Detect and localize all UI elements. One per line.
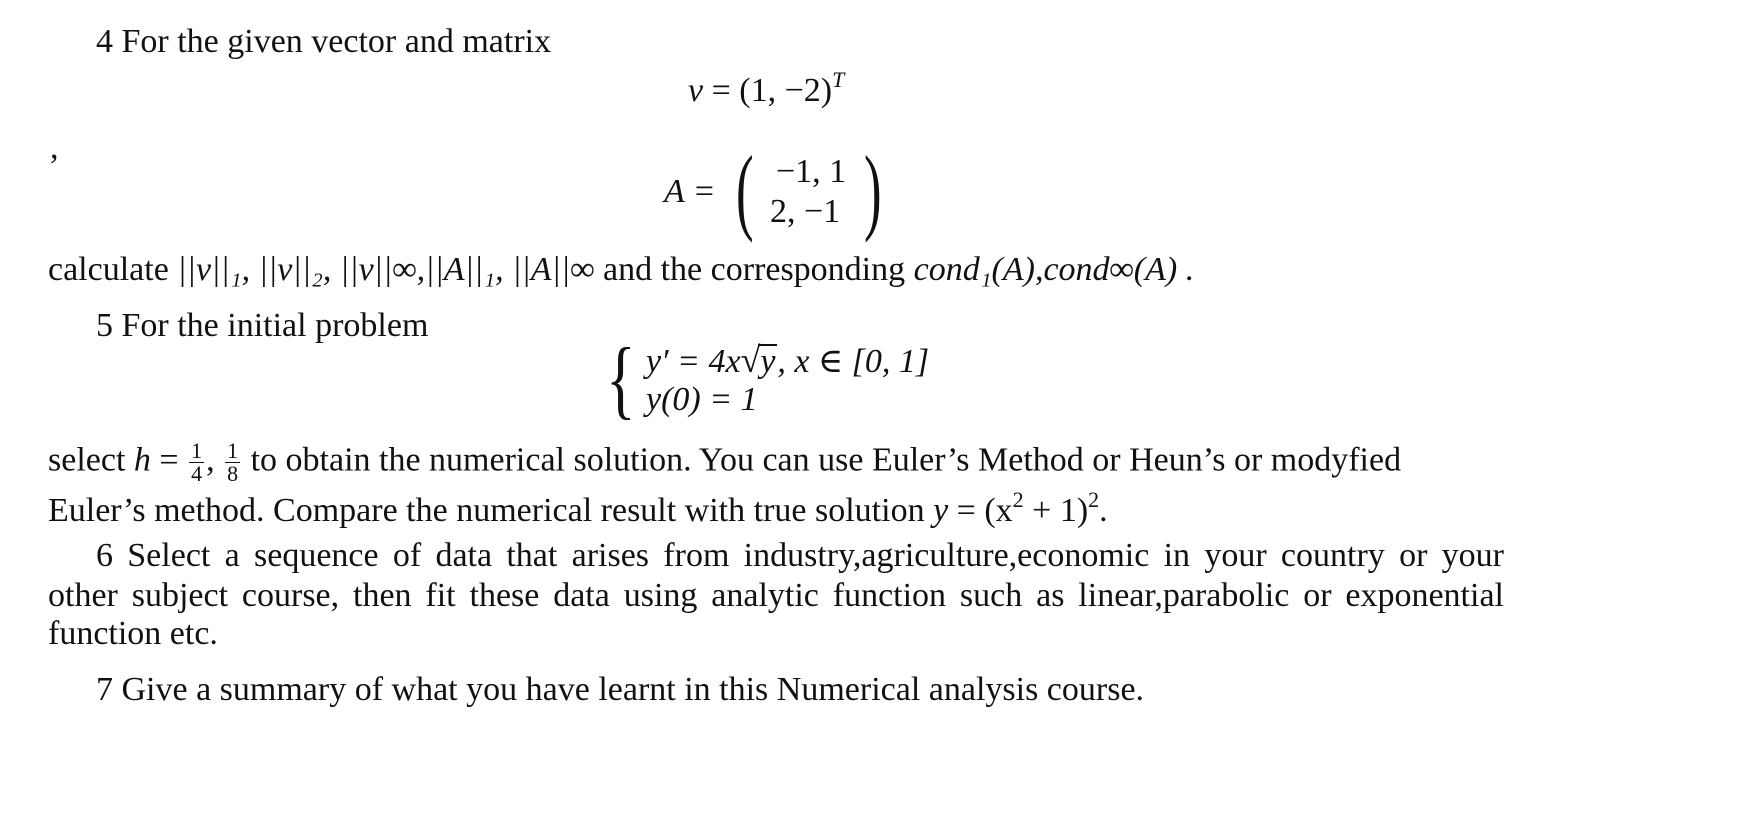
cond-expression: cond₁(A),cond∞(A) . — [913, 251, 1195, 288]
ode-domain: , x ∈ [0, 1] — [777, 343, 930, 380]
matrix-row-2: 2, −1 — [770, 193, 841, 230]
q5-line-1: select h = $\frac{1}{4}$ , $\frac{1}{8}$ to obtain the numerical solution. You can use Euler’s Method or Heun’s or modyfied — [48, 438, 1402, 486]
q7-line-1: 7 Give a summary of what you have learnt in this Numerical analysis course. — [96, 671, 1145, 708]
select-step-text: to obtain the numerical solution. You can use Euler’s Method or Heun’s or modyfied — [250, 441, 1402, 479]
calc-prefix: calculate — [48, 251, 169, 288]
select-word: select — [48, 441, 126, 479]
q5-line-2 — [48, 480, 1108, 531]
fraction-one-quarter: $\frac{1}{4}$ — [191, 438, 203, 486]
ode-lhs: y′ = 4x — [646, 343, 741, 380]
solution-period: . — [1099, 492, 1108, 529]
matrix-right-paren: ) — [864, 136, 882, 243]
solution-exponent-2: 2 — [1088, 487, 1100, 512]
q5-intro: 5 For the initial problem — [96, 307, 429, 344]
fraction-one-eighth: $\frac{1}{8}$ — [227, 438, 239, 486]
matrix-row-1: −1, 1 — [776, 153, 847, 190]
solution-symbol: y — [933, 492, 949, 529]
norms-expression: ||v||₁, ||v||₂, ||v||∞,||A||₁, ||A||∞ — [177, 251, 595, 288]
solution-exponent-1: 2 — [1012, 487, 1024, 512]
solution-part-2: + 1) — [1032, 492, 1089, 529]
equals-sign: = — [159, 441, 179, 479]
step-symbol: h — [133, 441, 151, 479]
q6-line-1: 6 Select a sequence of data that arises from industry,agriculture,economic in your country or your — [96, 537, 1504, 574]
vector-symbol: v — [688, 72, 704, 109]
sqrt-argument: y — [760, 343, 776, 380]
sqrt-sign: √ — [740, 340, 761, 380]
q6-line-3: function etc. — [48, 615, 218, 652]
q6-line-2: other subject course, then fit these data using analytic function such as linear,parabolic or exponential — [48, 577, 1504, 614]
transpose-superscript: T — [832, 67, 845, 92]
solution-part-1: = (x — [956, 492, 1013, 529]
q4-vector-equation — [688, 60, 844, 111]
system-brace: { — [606, 331, 636, 428]
vector-value: = (1, −2) — [711, 72, 833, 109]
compare-text: Euler’s method. Compare the numerical result with true solution — [48, 492, 925, 529]
calc-mid: and the corresponding — [602, 251, 906, 288]
stray-comma: , — [50, 129, 59, 166]
matrix-symbol: A = — [664, 173, 716, 210]
q4-calculate-line — [48, 250, 1194, 290]
ivp-equation-2: y(0) = 1 — [646, 381, 758, 418]
ivp-equation-1 — [646, 340, 929, 382]
q4-intro: 4 For the given vector and matrix — [96, 23, 552, 60]
matrix-left-paren: ( — [736, 136, 754, 243]
